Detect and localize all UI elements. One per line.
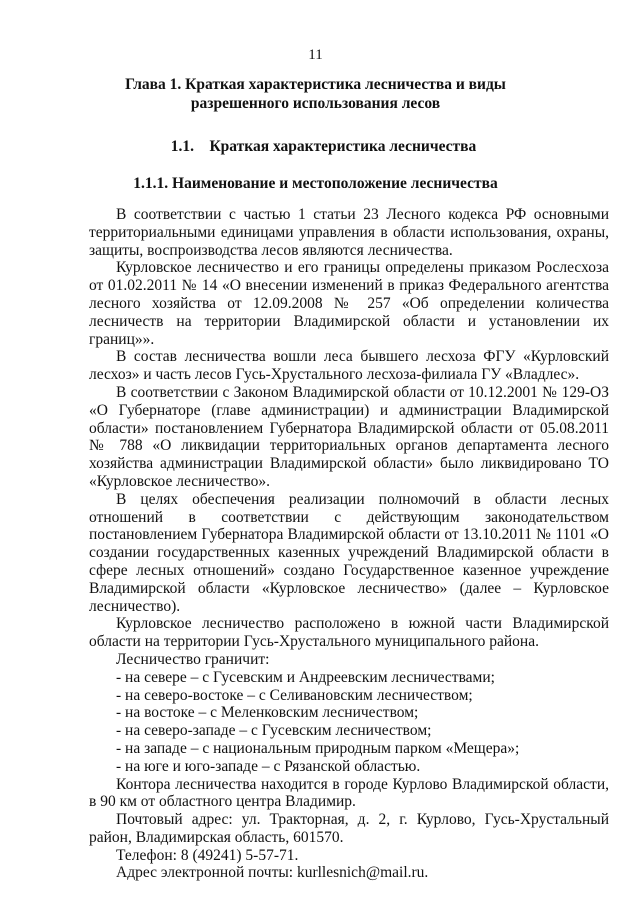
paragraph-borders-order: Курловское лесничество и его границы определены приказом Рослесхоза от 01.02.2011 № 14 «О внесении изменений в приказ Федерального агентства лесного хозяйства от 12.09.2008 № 257 «Об определении количества лесничеств на территории Владимирской области и установлении их границ»». [89, 259, 609, 348]
paragraph-liquidation: В соответствии с Законом Владимирской области от 10.12.2001 № 129-ОЗ «О Губернаторе (главе администрации) и администрации Владимирской области» постановлением Губернатора Владимирской области от 05.08.2011 № 788 «О ликвидации территориальных органов департамента лесного хозяйства администрации Владимирской области» было ликвидировано ТО «Курловское лесничество». [89, 383, 609, 490]
section-heading: 1.1. Краткая характеристика лесничества [170, 138, 477, 155]
chapter-heading-line-1: Глава 1. Краткая характеристика лесничества и виды [125, 76, 506, 93]
email-address: Адрес электронной почты: kurllesnich@mail.ru. [116, 864, 429, 882]
border-item-north: - на севере – с Гусевским и Андреевским лесничествами; [116, 668, 495, 686]
border-item-east: - на востоке – с Меленковским лесничеством; [116, 704, 419, 722]
subsection-heading: 1.1.1. Наименование и местоположение лесничества [133, 175, 498, 192]
paragraph-forestry-units: В соответствии с частью 1 статьи 23 Лесного кодекса РФ основными территориальными единицами управления в области использования, охраны, защиты, воспроизводства лесов являются лесничества. [89, 206, 609, 259]
border-item-west: - на западе – с национальным природным парком «Мещера»; [116, 739, 520, 757]
chapter-heading-line-2: разрешенного использования лесов [190, 95, 441, 112]
office-location: Контора лесничества находится в городе Курлово Владимирской области, в 90 км от областного центра Владимир. [89, 775, 609, 811]
paragraph-composition: В состав лесничества вошли леса бывшего лесхоза ФГУ «Курловский лесхоз» и часть лесов Гусь-Хрустального лесхоза-филиала ГУ «Владлес». [89, 348, 609, 384]
postal-address: Почтовый адрес: ул. Тракторная, д. 2, г. Курлово, Гусь-Хрустальный район, Владимирская область, 601570. [89, 811, 609, 846]
chapter-heading [0, 75, 631, 113]
border-item-northeast: - на северо-востоке – с Селивановским лесничеством; [116, 686, 473, 704]
border-item-northwest: - на северо-западе – с Гусевским лесничеством; [116, 722, 432, 740]
page-number: 11 [308, 47, 323, 63]
borders-intro: Лесничество граничит: [116, 650, 270, 668]
border-item-south: - на юге и юго-западе – с Рязанской областью. [116, 757, 421, 775]
paragraph-establishment: В целях обеспечения реализации полномочий в области лесных отношений в соответствии с действующим законодательством постановлением Губернатора Владимирской области от 13.10.2011 № 1101 «О создании государственных казенных учреждений Владимирской области в сфере лесных отношений» создано Государственное казенное учреждение Владимирской области «Курловское лесничество» (далее – Курловское лесничество). [89, 490, 609, 615]
phone-number: Телефон: 8 (49241) 5-57-71. [116, 846, 299, 864]
paragraph-location: Курловское лесничество расположено в южной части Владимирской области на территории Гусь-Хрустального муниципального района. [89, 615, 609, 651]
document-body [89, 206, 609, 882]
